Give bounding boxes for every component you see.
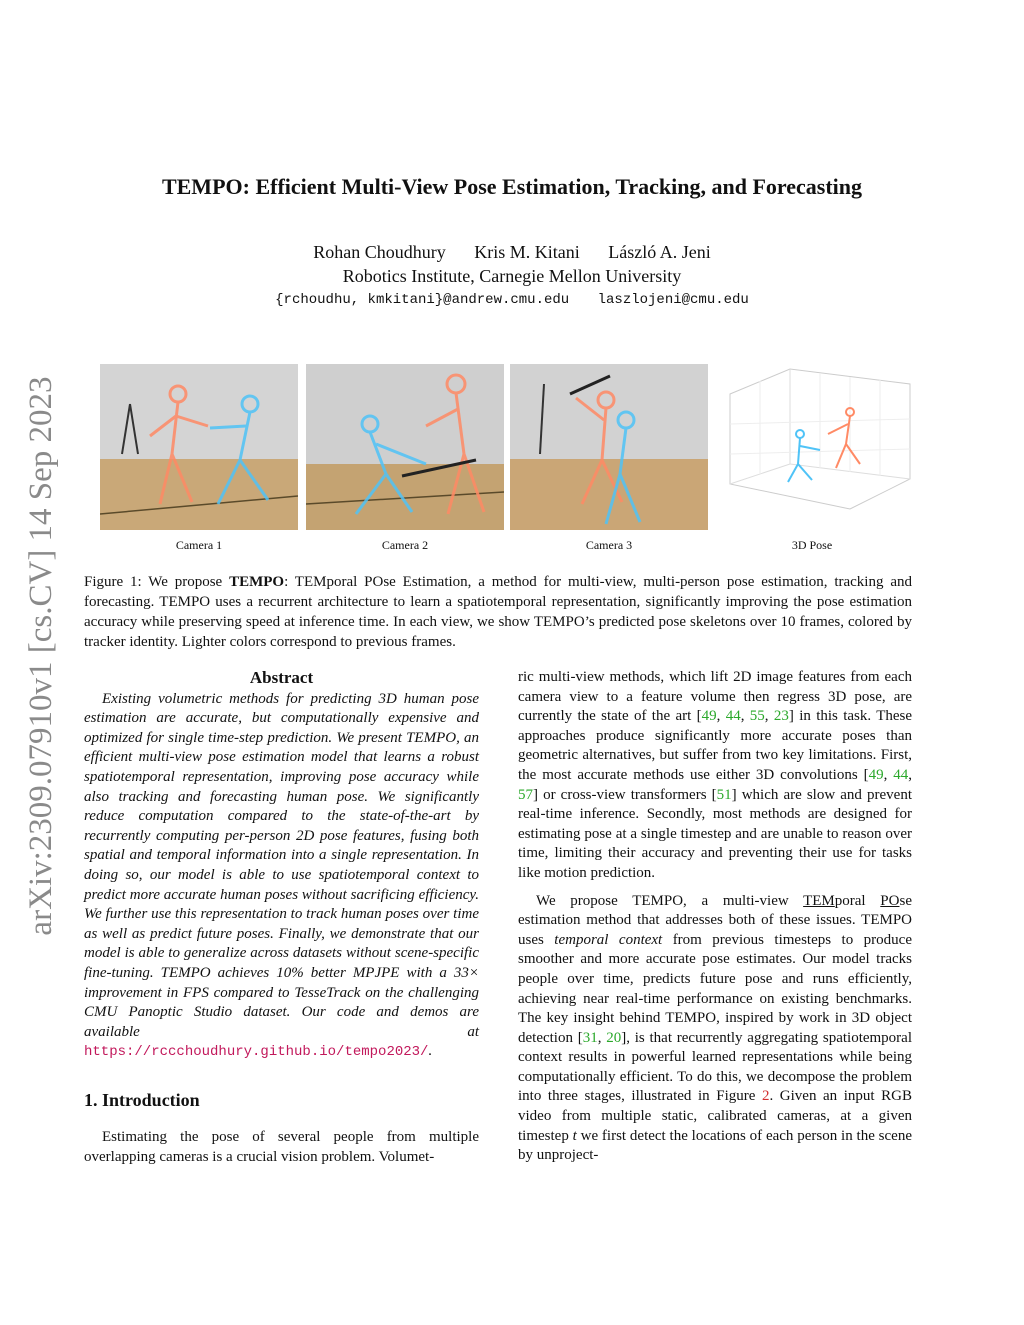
caption-text: Figure 1: We propose xyxy=(84,574,230,590)
abstract-end: . xyxy=(428,1043,433,1060)
paragraph: We propose TEMPO, a multi-view TEMporal POse estimation method that addresses both of these issues. TEMPO uses temporal context from previous timesteps to produce smoother and more accurate pose estimates. Our model tracks people over time, predicts future pose and runs efficiently, achieving near real-time performance on existing benchmarks. The key insight behind TEMPO, inspired by work in 3D object detection [31, 20], is that recurrently aggregating spatiotemporal context results in powerful learned representations while being computationally efficient. To do this, we decompose the problem into three stages, illustrated in Figure 2. Given an input RGB video from multiple static, calibrated cameras, at a given timestep t we first detect the locations of each person in the scene by unproject- xyxy=(518,892,913,1164)
caption-bold: TEMPO xyxy=(229,574,285,590)
citation-link[interactable]: 55 xyxy=(749,708,765,725)
citation-link[interactable]: 44 xyxy=(893,766,909,783)
author-name: Kris M. Kitani xyxy=(474,242,580,262)
panel-caption-camera-3: Camera 3 xyxy=(585,538,633,552)
project-url-link[interactable]: https://rccchoudhury.github.io/tempo2023/ xyxy=(84,1044,429,1061)
citation-link[interactable]: 49 xyxy=(868,766,884,783)
abstract-text: Existing volumetric methods for predicting 3D human pose estimation are accurate, but computationally expensive and optimized for single time-step prediction. We present TEMPO, an efficient multi-view pose estimation model that learns a robust spatiotemporal representation, improving pose accuracy while also tracking and forecasting human pose. We significantly reduce computation compared to the state-of-the-art by recurrently computing per-person 2D pose features, fusing both spatial and temporal information into a single representation. In doing so, our model is able to use spatiotemporal context to predict more accurate human poses without sacrificing efficiency. We further use this representation to track human poses over time as well as predict future poses. Finally, we demonstrate that our model is able to generalize across datasets without scene-specific fine-tuning. TEMPO achieves 10% better MPJPE with a 33× improvement in FPS compared to TesseTrack on the challenging CMU Panoptic Studio dataset. Our code and demos are available at xyxy=(84,690,479,1040)
figure-caption xyxy=(84,572,912,652)
panel-caption-3d-pose: 3D Pose xyxy=(791,538,833,552)
3d-pose-plot xyxy=(720,364,916,530)
camera-1-image xyxy=(100,364,298,530)
email-list xyxy=(0,292,1024,308)
camera-3-image xyxy=(510,364,708,530)
abstract-body xyxy=(84,690,479,1063)
section-heading: 1. Introduction xyxy=(84,1089,200,1110)
citation-link[interactable]: 23 xyxy=(773,708,789,725)
left-column xyxy=(84,668,479,1168)
citation-link[interactable]: 51 xyxy=(716,786,732,803)
citation-link[interactable]: 49 xyxy=(701,708,717,725)
abstract-heading: Abstract xyxy=(249,668,314,687)
citation-link[interactable]: 31 xyxy=(582,1029,598,1046)
panel-caption-camera-2: Camera 2 xyxy=(381,538,429,552)
citation-link[interactable]: 44 xyxy=(725,708,741,725)
author-list xyxy=(0,242,1024,263)
arxiv-identifier: arXiv:2309.07910v1 [cs.CV] 14 Sep 2023 xyxy=(23,376,59,936)
affiliation: Robotics Institute, Carnegie Mellon University xyxy=(342,266,682,286)
author-name: Rohan Choudhury xyxy=(313,242,446,262)
email-address: {rchoudhu, kmkitani}@andrew.cmu.edu xyxy=(275,292,570,308)
citation-link[interactable]: 57 xyxy=(518,786,533,803)
camera-2-image xyxy=(306,364,504,530)
citation-link[interactable]: 20 xyxy=(606,1029,622,1046)
figure-reference-link[interactable]: 2 xyxy=(761,1088,770,1105)
author-name: László A. Jeni xyxy=(608,242,711,262)
right-column xyxy=(518,668,912,1166)
caption-text: : TEMporal POse Estimation, a method for multi-view, multi-person pose estimation, tracking and forecasting. TEMPO uses a recurrent architecture to learn a spatiotemporal representation, significantly improving the pose estimation accuracy while preserving speed at inference time. In each view, we show TEMPO’s predicted pose skeletons over 10 frames, colored by tracker identity. Lighter colors correspond to previous frames. xyxy=(84,574,912,650)
paragraph: ric multi-view methods, which lift 2D image features from each camera view to a feature volume then regress 3D pose, are currently the state of the art [49, 44, 55, 23] in this task. These approaches produce significantly more accurate poses than geometric alternatives, but suffer from two key limitations. First, the most accurate methods use either 3D convolutions [49, 44, 57] or cross-view transformers [51] which are slow and prevent real-time inference. Secondly, most methods are designed for estimating pose at a single timestep and are unable to reason over time, limiting their accuracy and preventing their use for tasks like motion prediction. xyxy=(518,669,913,881)
intro-paragraph: Estimating the pose of several people from multiple overlapping cameras is a crucial vision problem. Volumet- xyxy=(84,1129,479,1166)
panel-caption-camera-1: Camera 1 xyxy=(175,538,223,552)
email-address: laszlojeni@cmu.edu xyxy=(597,292,749,308)
paper-title: TEMPO: Efficient Multi-View Pose Estimation, Tracking, and Forecasting xyxy=(161,174,863,199)
